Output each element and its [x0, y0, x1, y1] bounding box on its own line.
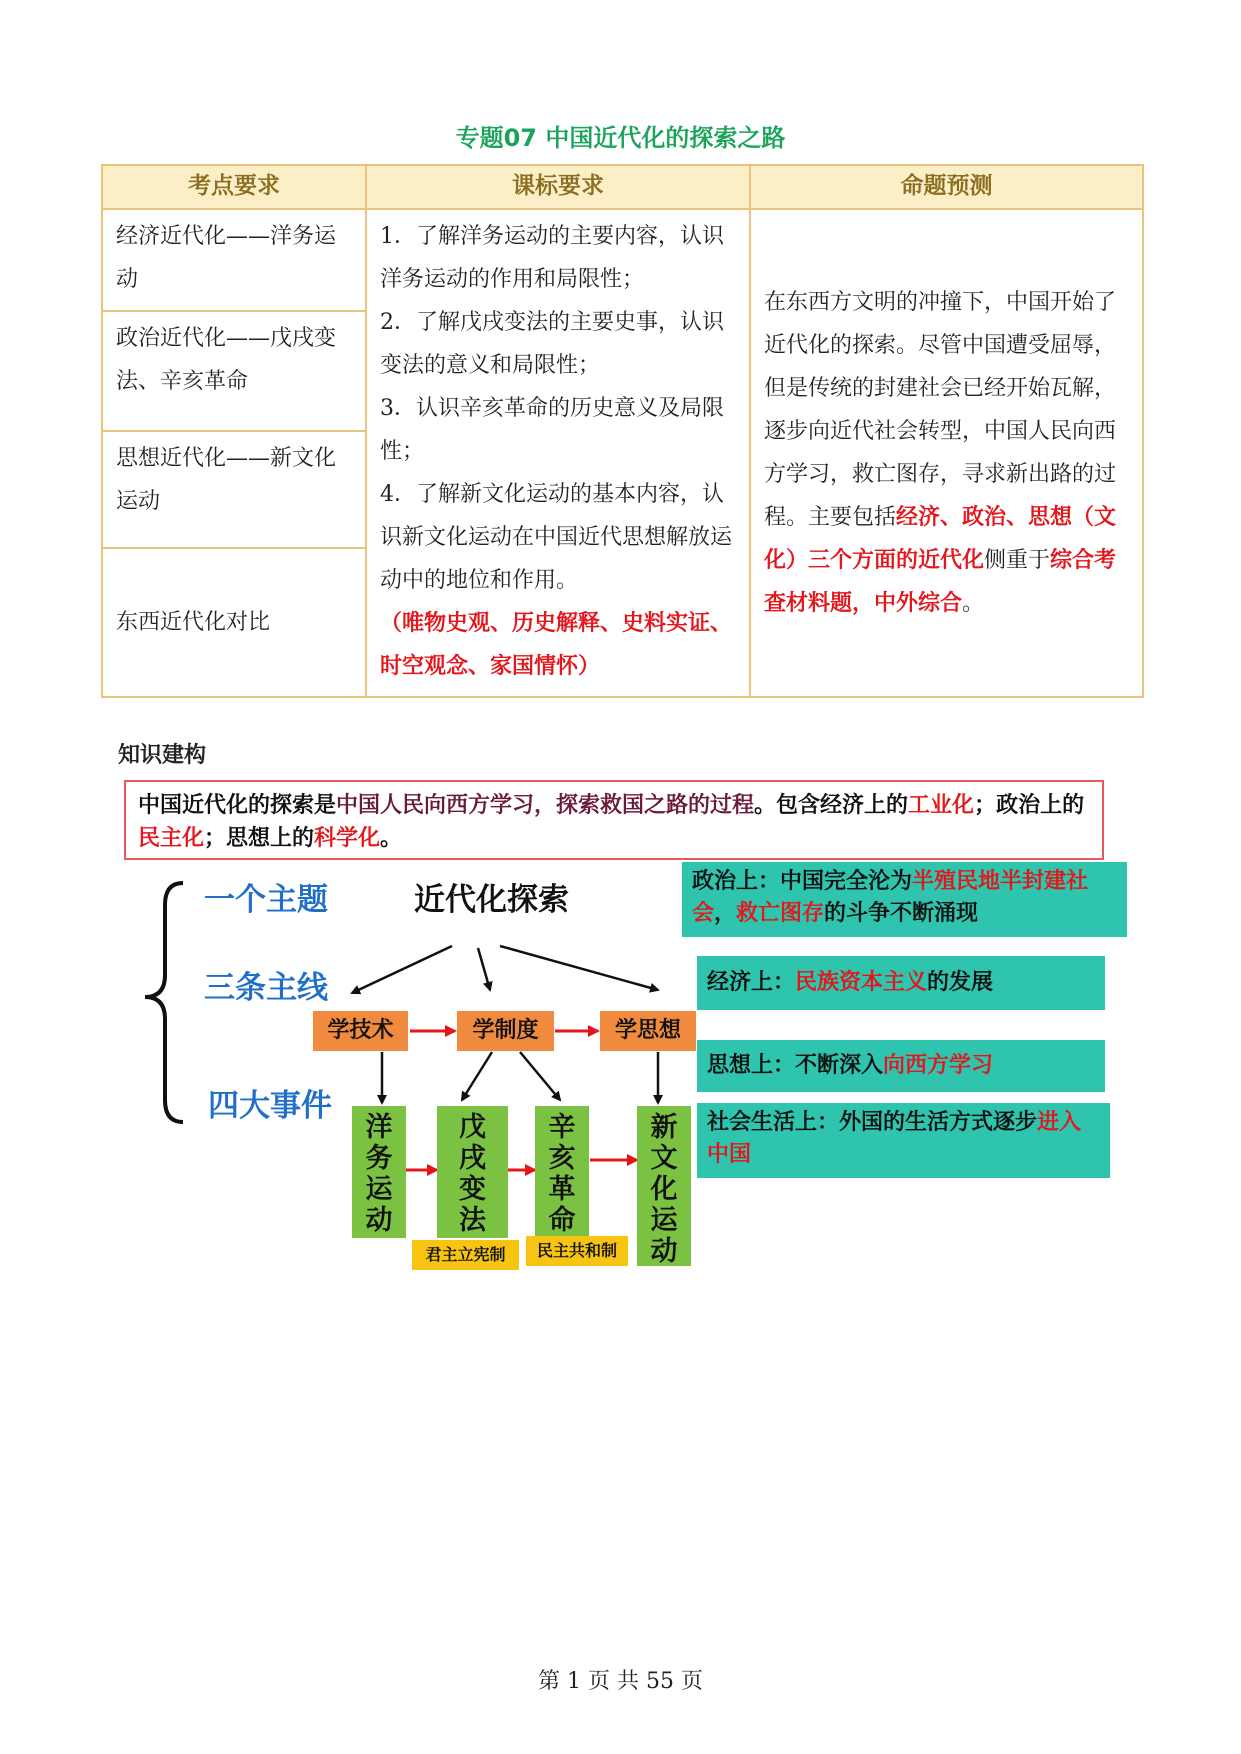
left-brace	[145, 883, 183, 1122]
label-three-lines: 三条主线	[204, 970, 328, 1006]
social-text: 社会生活上：外国的生活方式逐步	[707, 1110, 1038, 1135]
economy-highlight: 民族资本主义	[795, 970, 928, 995]
event-xinhai-label: 辛亥革命	[548, 1112, 576, 1236]
economy-box	[697, 956, 1105, 1010]
politics-highlight-2: 救亡图存	[736, 901, 825, 926]
tag-democratic-republic: 民主共和制	[526, 1236, 628, 1266]
politics-highlight-1: 半殖民地半封建社会	[692, 869, 1089, 926]
tag-constitutional-monarchy: 君主立宪制	[412, 1240, 519, 1270]
line-learn-thought: 学思想	[600, 1011, 696, 1051]
arrow-theme-to-thought	[500, 946, 658, 990]
curriculum-item-1: 1．了解洋务运动的主要内容，认识洋务运动的作用和局限性；	[380, 224, 724, 292]
summary-scientification: 科学化	[314, 826, 381, 851]
curriculum-item-2: 2．了解戊戌变法的主要史事，认识变法的意义和局限性；	[380, 310, 724, 378]
event-wuxu-label: 戊戌变法	[459, 1112, 486, 1236]
summary-industrialization: 工业化	[908, 793, 975, 818]
arrow-system-to-xinhai	[520, 1052, 560, 1100]
arrow-theme-to-system	[478, 948, 490, 990]
thought-box	[697, 1040, 1105, 1092]
social-highlight: 进入中国	[707, 1110, 1082, 1167]
exam-point-3-text: 思想近代化——新文化运动	[116, 446, 337, 514]
exam-point-4-text: 东西近代化对比	[116, 610, 271, 635]
event-yangwu-label: 洋务运动	[365, 1112, 393, 1236]
social-life-box	[697, 1103, 1110, 1178]
prediction-highlight-2: 综合考查材料题，中外综合	[764, 547, 1117, 616]
thought-text: 思想上：不断深入	[707, 1053, 884, 1078]
curriculum-item-4: 4．了解新文化运动的基本内容，认识新文化运动在中国近代思想解放运动中的地位和作用。	[380, 482, 733, 593]
summary-text: 中国近代化的探索是	[138, 793, 337, 818]
theme-title: 近代化探索	[414, 882, 569, 918]
core-literacy: （唯物史观、历史解释、史料实证、时空观念、家国情怀）	[380, 610, 733, 679]
summary-text: ；思想上的	[204, 826, 315, 851]
exam-point-1-text: 经济近代化——洋务运动	[116, 224, 337, 292]
page-footer: 第 1 页 共 55 页	[538, 1669, 703, 1694]
arrow-theme-to-tech	[352, 946, 452, 993]
line-learn-system: 学制度	[457, 1011, 554, 1051]
label-one-theme: 一个主题	[204, 882, 328, 918]
prediction-part-1: 在东西方文明的冲撞下，中国开始了近代化的探索。尽管中国遭受屈辱，但是传统的封建社会已经开始瓦解，逐步向近代社会转型，中国人民向西方学习，救亡图存，寻求新出路的过程。主要包括	[764, 290, 1117, 530]
event-yangwu	[352, 1106, 406, 1238]
header-curriculum: 课标要求	[366, 165, 750, 209]
politics-text: 政治上：中国完全沦为	[692, 869, 913, 894]
prediction-part-3: 。	[962, 591, 985, 616]
politics-text: ，	[714, 901, 737, 926]
politics-box	[682, 862, 1127, 937]
summary-highlight: 中国人民向西方学习，探索救国之路的过程	[336, 793, 755, 818]
economy-text: 的发展	[927, 970, 994, 995]
header-exam-points: 考点要求	[102, 165, 366, 209]
event-xinhai	[535, 1106, 589, 1238]
prediction-part-2: 侧重于	[984, 548, 1051, 573]
arrow-system-to-wuxu	[462, 1052, 492, 1100]
thought-highlight: 向西方学习	[883, 1053, 994, 1078]
event-wuxu	[437, 1106, 508, 1238]
summary-democratization: 民主化	[138, 826, 205, 851]
summary-text: 。	[380, 826, 403, 851]
event-new-culture-label: 新文化运动	[650, 1112, 678, 1267]
label-four-events: 四大事件	[208, 1088, 332, 1124]
event-new-culture	[637, 1106, 691, 1266]
header-prediction: 命题预测	[750, 165, 1143, 209]
line-learn-technology: 学技术	[313, 1011, 408, 1051]
section-label: 知识建构	[118, 743, 207, 768]
exam-point-2-text: 政治近代化——戊戌变法、辛亥革命	[116, 326, 337, 394]
economy-text: 经济上：	[707, 970, 796, 995]
politics-text: 的斗争不断涌现	[824, 901, 979, 926]
page-title: 专题07 中国近代化的探索之路	[455, 124, 786, 152]
curriculum-item-3: 3．认识辛亥革命的历史意义及局限性；	[380, 396, 724, 464]
summary-text: 。包含经济上的	[754, 793, 909, 818]
summary-text: ；政治上的	[974, 793, 1085, 818]
prediction-highlight-1: 经济、政治、思想（文化）三个方面的近代化	[764, 504, 1117, 573]
